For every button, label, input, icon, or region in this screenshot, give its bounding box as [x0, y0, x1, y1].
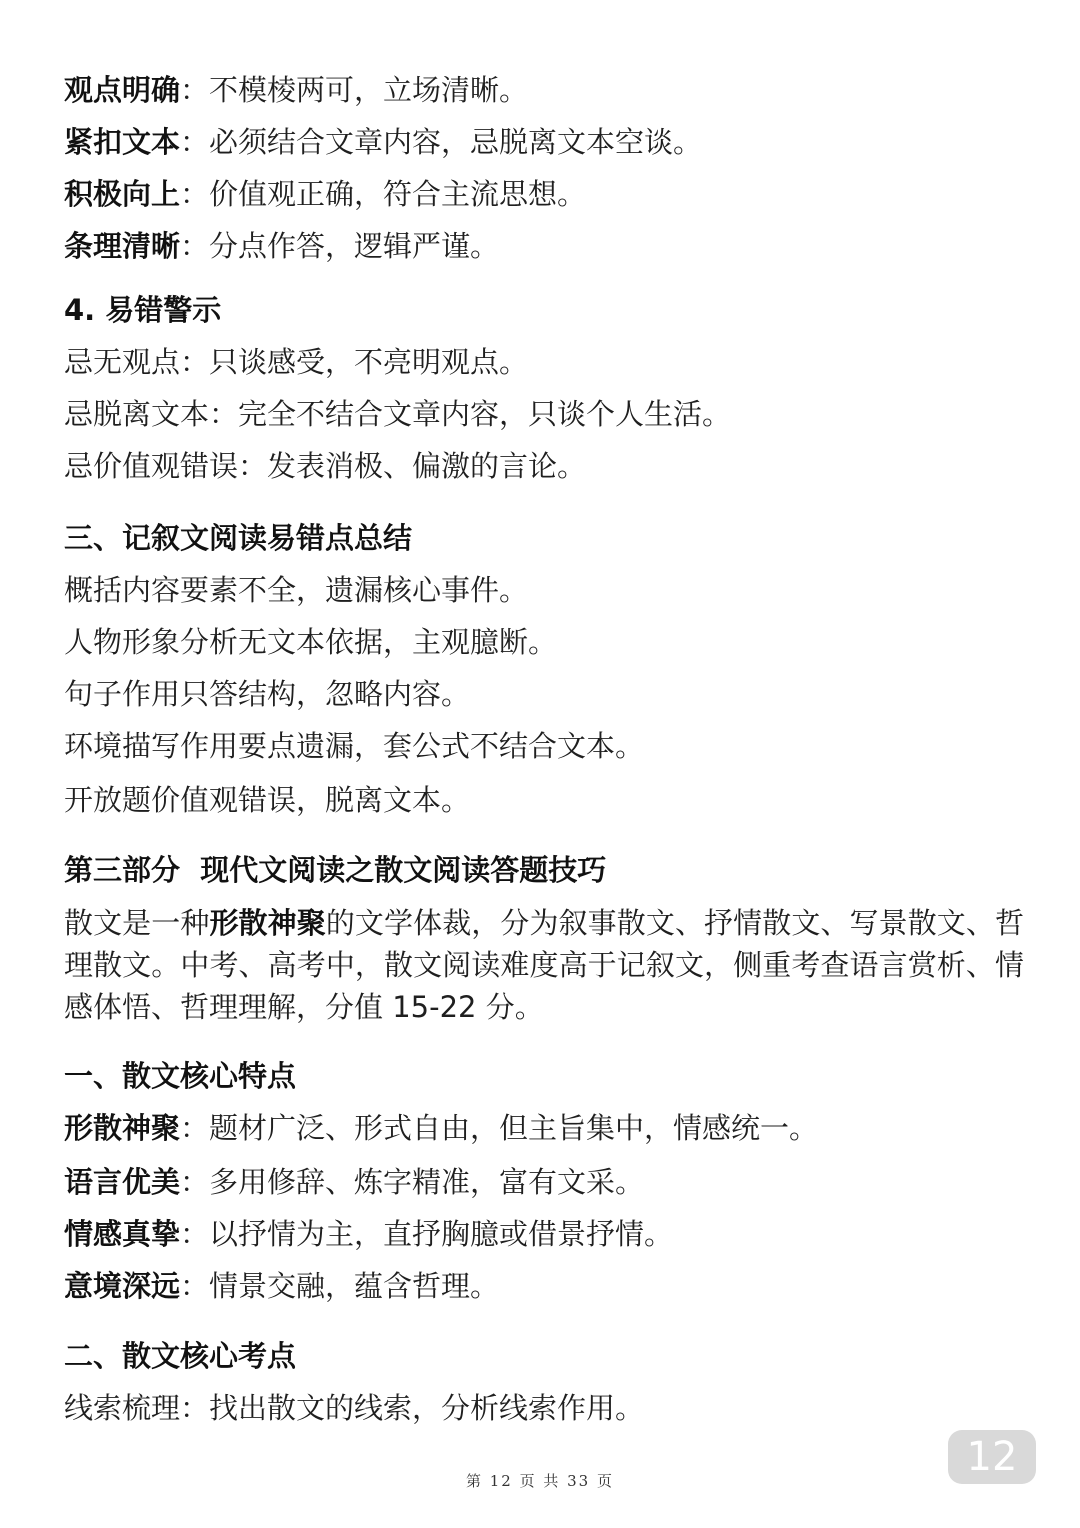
page-footer: 第 12 页 共 33 页: [465, 1472, 614, 1490]
criterion-term: 条理清晰: [64, 229, 181, 263]
criterion-desc: 必须结合文章内容，忌脱离文本空谈。: [209, 125, 703, 159]
feature-term: 情感真挚: [64, 1217, 181, 1251]
criterion-term: 观点明确: [64, 73, 181, 107]
intro-paragraph: [64, 902, 1024, 1028]
colon: ：: [180, 229, 210, 263]
criterion-desc: 分点作答，逻辑严谨。: [209, 229, 500, 263]
intro-bold-term: 形散神聚: [209, 906, 326, 940]
colon: ：: [180, 73, 210, 107]
section-heading: 一、散文核心特点: [64, 1059, 297, 1093]
feature-desc: 以抒情为主，直抒胸臆或借景抒情。: [209, 1217, 674, 1251]
warning-item: 忌无观点：只谈感受，不亮明观点。: [64, 345, 529, 379]
colon: ：: [180, 177, 210, 211]
colon: ：: [180, 1111, 210, 1145]
mistake-item: 句子作用只答结构，忽略内容。: [64, 677, 471, 711]
criterion-line: [64, 122, 702, 162]
feature-line: [64, 1266, 499, 1306]
feature-desc: 多用修辞、炼字精准，富有文采。: [209, 1165, 645, 1199]
section-heading: 三、记叙文阅读易错点总结: [64, 521, 413, 555]
colon: ：: [180, 125, 210, 159]
mistake-item: 环境描写作用要点遗漏，套公式不结合文本。: [64, 729, 645, 763]
feature-line: [64, 1108, 818, 1148]
mistake-item: 开放题价值观错误，脱离文本。: [64, 783, 471, 817]
section-heading: 4. 易错警示: [64, 293, 222, 327]
feature-term: 语言优美: [64, 1165, 181, 1199]
criterion-desc: 价值观正确，符合主流思想。: [209, 177, 587, 211]
criterion-desc: 不模棱两可，立场清晰。: [209, 73, 529, 107]
criterion-line: [64, 174, 586, 214]
criterion-term: 积极向上: [64, 177, 181, 211]
section-heading: 二、散文核心考点: [64, 1339, 297, 1373]
warning-item: 忌脱离文本：完全不结合文章内容，只谈个人生活。: [64, 397, 732, 431]
colon: ：: [180, 1217, 210, 1251]
feature-term: 形散神聚: [64, 1111, 181, 1145]
criterion-term: 紧扣文本: [64, 125, 181, 159]
criterion-line: [64, 226, 499, 266]
feature-line: [64, 1162, 644, 1202]
criterion-line: [64, 70, 528, 110]
colon: ：: [180, 1269, 210, 1303]
warning-item: 忌价值观错误：发表消极、偏激的言论。: [64, 449, 587, 483]
feature-term: 意境深远: [64, 1269, 181, 1303]
intro-text: 散文是一种: [64, 906, 210, 940]
feature-line: [64, 1214, 673, 1254]
feature-desc: 情景交融，蕴含哲理。: [209, 1269, 500, 1303]
colon: ：: [180, 1165, 210, 1199]
mistake-item: 概括内容要素不全，遗漏核心事件。: [64, 573, 529, 607]
part-heading: 第三部分 现代文阅读之散文阅读答题技巧: [64, 853, 607, 887]
exam-point-item: 线索梳理：找出散文的线索，分析线索作用。: [64, 1391, 645, 1425]
feature-desc: 题材广泛、形式自由，但主旨集中，情感统一。: [209, 1111, 819, 1145]
intro-text: 的文学体裁，分为叙事散文、抒情散文、写景散文、哲理散文。中考、高考中，散文阅读难度高于记叙文，侧重考查语言赏析、情感体悟、哲理理解，分值 15-22 分。: [64, 906, 1024, 1024]
page-number-badge: 12: [948, 1430, 1036, 1484]
mistake-item: 人物形象分析无文本依据，主观臆断。: [64, 625, 558, 659]
